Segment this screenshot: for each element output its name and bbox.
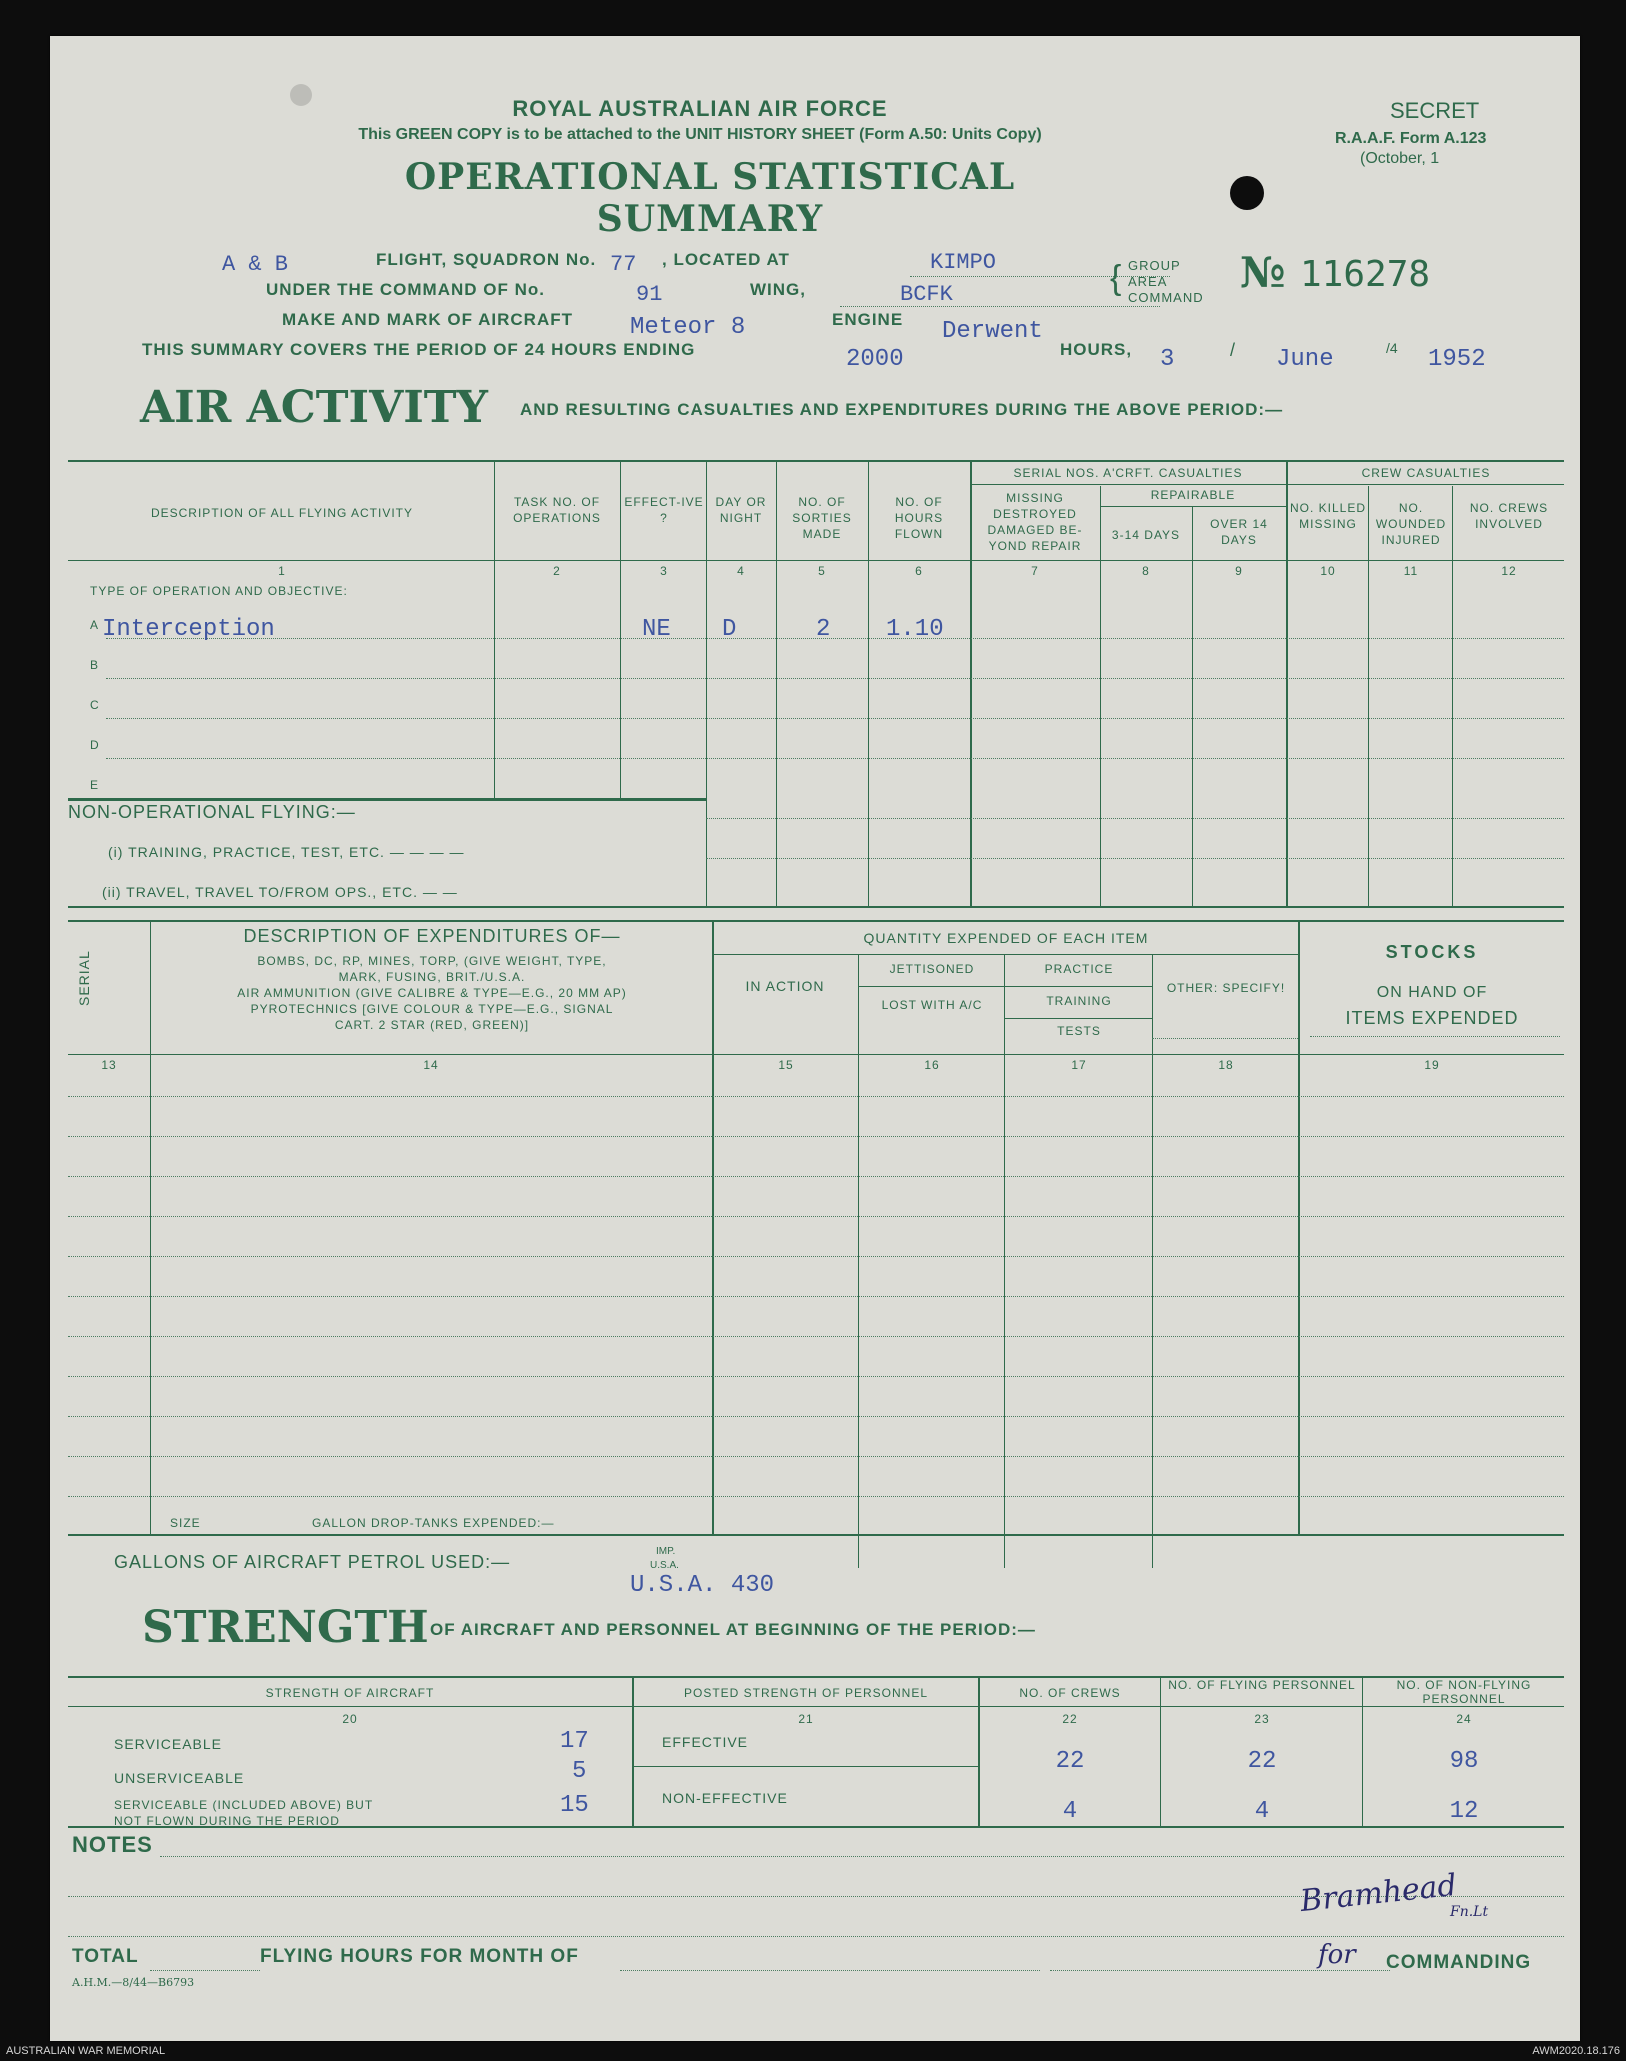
training-label: TRAINING	[1046, 994, 1112, 1008]
tests-label: TESTS	[1057, 1024, 1101, 1038]
col-killed: NO. KILLED MISSING	[1289, 501, 1367, 531]
aircraft-label: MAKE AND MARK OF AIRCRAFT	[282, 310, 573, 329]
col-number: 20	[342, 1712, 358, 1726]
located-label: , LOCATED AT	[662, 250, 790, 269]
col-number: 22	[1062, 1712, 1078, 1726]
noneffective-nonflying: 12	[1449, 1798, 1479, 1825]
row-a-day-night: D	[722, 616, 737, 643]
area-label: AREA	[1128, 274, 1168, 289]
unserviceable-label: UNSERVICEABLE	[114, 1770, 245, 1786]
col-hours: NO. OF HOURS FLOWN	[894, 495, 944, 541]
type-of-operation-label: TYPE OF OPERATION AND OBJECTIVE:	[90, 584, 348, 598]
col-number: 9	[1235, 564, 1243, 578]
exp-desc-line-2: MARK, FUSING, BRIT./U.S.A.	[338, 970, 526, 984]
air-activity-subtitle: AND RESULTING CASUALTIES AND EXPENDITURES DURING THE ABOVE PERIOD:—	[520, 400, 1284, 419]
commanding-label: COMMANDING	[1386, 1952, 1532, 1973]
col-number: 8	[1142, 564, 1150, 578]
items-expended-label: ITEMS EXPENDED	[1345, 1008, 1519, 1028]
col-number: 10	[1320, 564, 1336, 578]
col-number: 7	[1031, 564, 1039, 578]
exp-desc-title: DESCRIPTION OF EXPENDITURES OF—	[243, 926, 621, 946]
col-number: 18	[1218, 1058, 1234, 1072]
personnel-header: POSTED STRENGTH OF PERSONNEL	[683, 1686, 929, 1700]
footer-right: AWM2020.18.176	[1532, 2045, 1620, 2057]
period-label: THIS SUMMARY COVERS THE PERIOD OF 24 HOURS ENDING	[142, 340, 696, 359]
serial-number-symbol: №	[1240, 248, 1286, 297]
located-value: KIMPO	[930, 250, 997, 275]
stocks-label: STOCKS	[1385, 942, 1479, 962]
col-crews: NO. CREWS INVOLVED	[1469, 501, 1549, 531]
non-op-label: NON-OPERATIONAL FLYING:—	[68, 802, 356, 822]
col-number: 16	[924, 1058, 940, 1072]
command-value: 91	[636, 282, 663, 307]
col-missing: MISSING DESTROYED DAMAGED BE-YOND REPAIR	[987, 491, 1083, 553]
engine-value: Derwent	[942, 318, 1043, 345]
col-wounded: NO. WOUNDED INJURED	[1375, 501, 1447, 547]
serial-number: 116278	[1300, 254, 1431, 295]
col-number: 6	[915, 564, 923, 578]
hours-label: HOURS,	[1060, 340, 1133, 359]
col-sorties: NO. OF SORTIES MADE	[792, 495, 852, 541]
strength-subtitle: OF AIRCRAFT AND PERSONNEL AT BEGINNING OF THE PERIOD:—	[430, 1620, 1036, 1639]
crews-header: NO. OF CREWS	[1019, 1686, 1121, 1700]
wing-label: WING,	[750, 280, 806, 299]
form-date: (October, 1	[1360, 150, 1440, 167]
row-a-sorties: 2	[816, 616, 831, 643]
air-activity-title: AIR ACTIVITY	[140, 382, 488, 433]
col-number: 2	[553, 564, 561, 578]
exp-desc-line-5: CART. 2 STAR (RED, GREEN)]	[334, 1018, 530, 1032]
petrol-label: GALLONS OF AIRCRAFT PETROL USED:—	[114, 1552, 511, 1572]
flight-value: A & B	[222, 252, 289, 277]
command-word-label: COMMAND	[1128, 290, 1204, 305]
practice-label: PRACTICE	[1044, 962, 1114, 976]
col-number: 3	[660, 564, 668, 578]
strength-aircraft-header: STRENGTH OF AIRCRAFT	[265, 1686, 435, 1700]
noneffective-flying: 4	[1254, 1798, 1270, 1825]
row-letter-b: B	[90, 658, 100, 672]
col-number: 24	[1456, 1712, 1472, 1726]
exp-desc-line-4: PYROTECHNICS [GIVE COLOUR & TYPE—E.G., SIGNAL	[250, 1002, 614, 1016]
effective-nonflying: 98	[1449, 1748, 1479, 1775]
not-flown-label-1: SERVICEABLE (INCLUDED ABOVE) BUT	[114, 1798, 374, 1812]
size-label: SIZE	[170, 1516, 201, 1530]
jettisoned-label: JETTISONED	[889, 962, 975, 976]
imp-label: IMP.	[656, 1546, 676, 1557]
petrol-value: U.S.A. 430	[630, 1572, 775, 1599]
signature-rank: Fn.Lt	[1450, 1904, 1489, 1920]
serviceable-label: SERVICEABLE	[114, 1736, 223, 1752]
secret-label: SECRET	[1390, 98, 1480, 123]
effective-label: EFFECTIVE	[662, 1734, 749, 1750]
month-value: June	[1276, 346, 1334, 373]
flying-hours-label: FLYING HOURS FOR MONTH OF	[260, 1946, 579, 1967]
on-hand-label: ON HAND OF	[1376, 984, 1488, 1001]
serviceable-value: 17	[560, 1728, 589, 1755]
col-crew-casualties: CREW CASUALTIES	[1361, 466, 1491, 480]
usa-label: U.S.A.	[650, 1560, 679, 1571]
qty-title: QUANTITY EXPENDED OF EACH ITEM	[863, 930, 1149, 946]
row-letter-d: D	[90, 738, 100, 752]
row-a-effective: NE	[642, 616, 671, 643]
row-letter-e: E	[90, 778, 100, 792]
noneffective-crews: 4	[1062, 1798, 1078, 1825]
total-label: TOTAL	[72, 1946, 139, 1967]
col-number: 19	[1424, 1058, 1440, 1072]
form-title: OPERATIONAL STATISTICAL SUMMARY	[404, 156, 1016, 240]
row-letter-a: A	[90, 618, 100, 632]
col-effective: EFFECT-IVE ?	[624, 495, 704, 525]
col-number: 5	[818, 564, 826, 578]
col-number: 12	[1501, 564, 1517, 578]
col-task: TASK NO. OF OPERATIONS	[513, 495, 601, 525]
strength-title: STRENGTH	[142, 1602, 429, 1653]
col-over-14-days: OVER 14 DAYS	[1210, 517, 1268, 547]
day-value: 3	[1160, 346, 1175, 373]
col-day-night: DAY OR NIGHT	[715, 495, 767, 525]
flight-label: FLIGHT, SQUADRON No.	[376, 250, 597, 269]
other-specify-label: OTHER: SPECIFY!	[1166, 981, 1286, 995]
in-action-label: IN ACTION	[745, 978, 825, 994]
group-label: GROUP	[1128, 258, 1181, 273]
punch-hole	[1230, 176, 1264, 210]
not-flown-label-2: NOT FLOWN DURING THE PERIOD	[114, 1814, 340, 1828]
col-number: 4	[737, 564, 745, 578]
col-number: 21	[798, 1712, 814, 1726]
row-a-hours: 1.10	[886, 616, 944, 643]
exp-serial-label: SERIAL	[76, 950, 92, 1006]
form-number: R.A.A.F. Form A.123	[1335, 130, 1487, 147]
col-number: 15	[778, 1058, 794, 1072]
non-op-travel: (ii) TRAVEL, TRAVEL TO/FROM OPS., ETC. — —	[102, 884, 458, 900]
engine-label: ENGINE	[832, 310, 904, 329]
copy-instruction: This GREEN COPY is to be attached to the UNIT HISTORY SHEET (Form A.50: Units Copy)	[358, 126, 1042, 143]
noneffective-label: NON-EFFECTIVE	[662, 1790, 788, 1806]
punch-hole-top	[290, 84, 312, 106]
squadron-value: 77	[610, 252, 637, 277]
effective-crews: 22	[1055, 1748, 1085, 1775]
commander-signature: Bramhead	[1298, 1867, 1459, 1920]
col-3-14-days: 3-14 DAYS	[1111, 528, 1181, 542]
non-op-training: (i) TRAINING, PRACTICE, TEST, ETC. — — — —	[108, 844, 465, 860]
col-number: 1	[278, 564, 286, 578]
col-number: 11	[1403, 564, 1419, 578]
lost-with-ac-label: LOST WITH A/C	[881, 998, 983, 1012]
exp-desc-line-3: AIR AMMUNITION (GIVE CALIBRE & TYPE—E.G., 20 MM AP)	[237, 986, 627, 1000]
year-value: 1952	[1428, 346, 1486, 373]
col-number: 13	[101, 1058, 117, 1072]
exp-desc-line-1: BOMBS, DC, RP, MINES, TORP, (GIVE WEIGHT, TYPE,	[257, 954, 607, 968]
signature-for: for	[1318, 1940, 1356, 1970]
form-sheet: ROYAL AUSTRALIAN AIR FORCE This GREEN COPY is to be attached to the UNIT HISTORY SHEET (Form A.50: Units Copy) OPERATIONAL STATISTICAL SUMMARY SECRET R.A.A.F. Form A.123 (October, 1 A & B FLIGHT, SQUADRON No. 77 , LOCATED AT KIMPO UNDER THE COMMAND OF No. 91 WING, BCFK GROUP AREA COMMAND { № 116278 MAKE AND MARK OF AIRCRAFT Meteor 8 ENGINE Derwent THIS SUMMARY COVERS THE PERIOD OF 24 HOURS ENDING 2000 HOURS, 3 / June /4 1952 AIR ACTIVITY AND RESULTING CASUALTIES AND EXPENDITURES DURING THE ABOVE PERIOD:— DESCRIPTION OF ALL FLYING ACTIVITY TASK NO. OF OPERATIONS EFFECT-IVE ? DAY OR NIGHT NO. OF SORTIES MADE NO. OF HOURS FLOWN SERIAL NOS. A'CRFT. CASUALTIES MISSING DESTROYED DAMAGED BE-YOND REPAIR REPAIRABLE 3-14 DAYS OVER 14 DAYS CREW CASUALTIES NO. KILLED MISSING NO. WOUNDED INJURED NO. CREWS INVOLVED 1 2 3 4 5 6 7 8 9 10 11 12 TYPE OF OPERATION AND OBJECTIVE: A B C D E Interception NE D 2 1.10 NON-OPERATIONAL FLYING:— (i) TRAINING, PRACTICE, TEST, ETC. — — — — (ii) TRAVEL, TRAVEL TO/FROM OPS., ETC. — — SERIAL DESCRIPTION OF EXPENDITURES OF— BOMBS, DC, RP, MINES, TORP, (GIVE WEIGHT, TYPE, MARK, FUSING, BRIT./U.S.A. AIR AMMUNITION (GIVE CALIBRE & TYPE—E.G., 20 MM AP) PYROTECHNICS [GIVE COLOUR & TYPE—E.G., SIGNAL CART. 2 STAR (RED, GREEN)] QUANTITY EXPENDED OF EACH ITEM IN ACTION JETTISONED LOST WITH A/C PRACTICE TRAINING TESTS OTHER: SPECIFY! STOCKS ON HAND OF ITEMS EXPENDED 13 14 15 16 17 18 19 SIZE GALLON DROP-TANKS EXPENDED:— GALLONS OF AIRCRAFT PETROL USED:— IMP. U.S.A. U.S.A. 430 STRENGTH OF AIRCRAFT AND PERSONNEL AT BEGINNING OF THE PERIOD:— STRENGTH OF AIRCRAFT POSTED STRENGTH OF PERSONNEL NO. OF CREWS NO. OF FLYING PERSONNEL NO. OF NON-FLYING PERSONNEL 20 21 22 23 24 SERVICEABLE UNSERVICEABLE SERVICEABLE (INCLUDED ABOVE) BUT NOT FLOWN DURING THE PERIOD 17 5 15 EFFECTIVE NON-EFFECTIVE 22 22 98 4 4 12 NOTES Bramhead Fn.Lt for TOTAL FLYING HOURS FOR MONTH OF COMMANDING A.H.M.—8/44—B6793	[50, 36, 1580, 2041]
row-a-description: Interception	[102, 616, 275, 643]
year-prefix: /4	[1386, 340, 1398, 356]
row-letter-c: C	[90, 698, 100, 712]
effective-flying: 22	[1247, 1748, 1277, 1775]
print-reference: A.H.M.—8/44—B6793	[72, 1976, 195, 1989]
command-label: UNDER THE COMMAND OF No.	[266, 280, 545, 299]
col-number: 23	[1254, 1712, 1270, 1726]
col-number: 17	[1071, 1058, 1087, 1072]
aircraft-value: Meteor 8	[630, 314, 746, 341]
col-number: 14	[423, 1058, 439, 1072]
col-repairable: REPAIRABLE	[1150, 488, 1236, 502]
droptank-label: GALLON DROP-TANKS EXPENDED:—	[312, 1516, 555, 1530]
not-flown-value: 15	[560, 1792, 589, 1819]
col-description: DESCRIPTION OF ALL FLYING ACTIVITY	[150, 506, 414, 520]
flying-personnel-header: NO. OF FLYING PERSONNEL	[1168, 1678, 1356, 1692]
org-name: ROYAL AUSTRALIAN AIR FORCE	[512, 96, 888, 121]
wing-value: BCFK	[900, 282, 953, 307]
hours-value: 2000	[846, 346, 904, 373]
col-serial-casualties: SERIAL NOS. A'CRFT. CASUALTIES	[1013, 466, 1243, 480]
notes-label: NOTES	[72, 1832, 153, 1857]
footer-left: AUSTRALIAN WAR MEMORIAL	[6, 2045, 166, 2057]
unserviceable-value: 5	[572, 1758, 587, 1785]
nonflying-personnel-header: NO. OF NON-FLYING PERSONNEL	[1396, 1678, 1532, 1706]
